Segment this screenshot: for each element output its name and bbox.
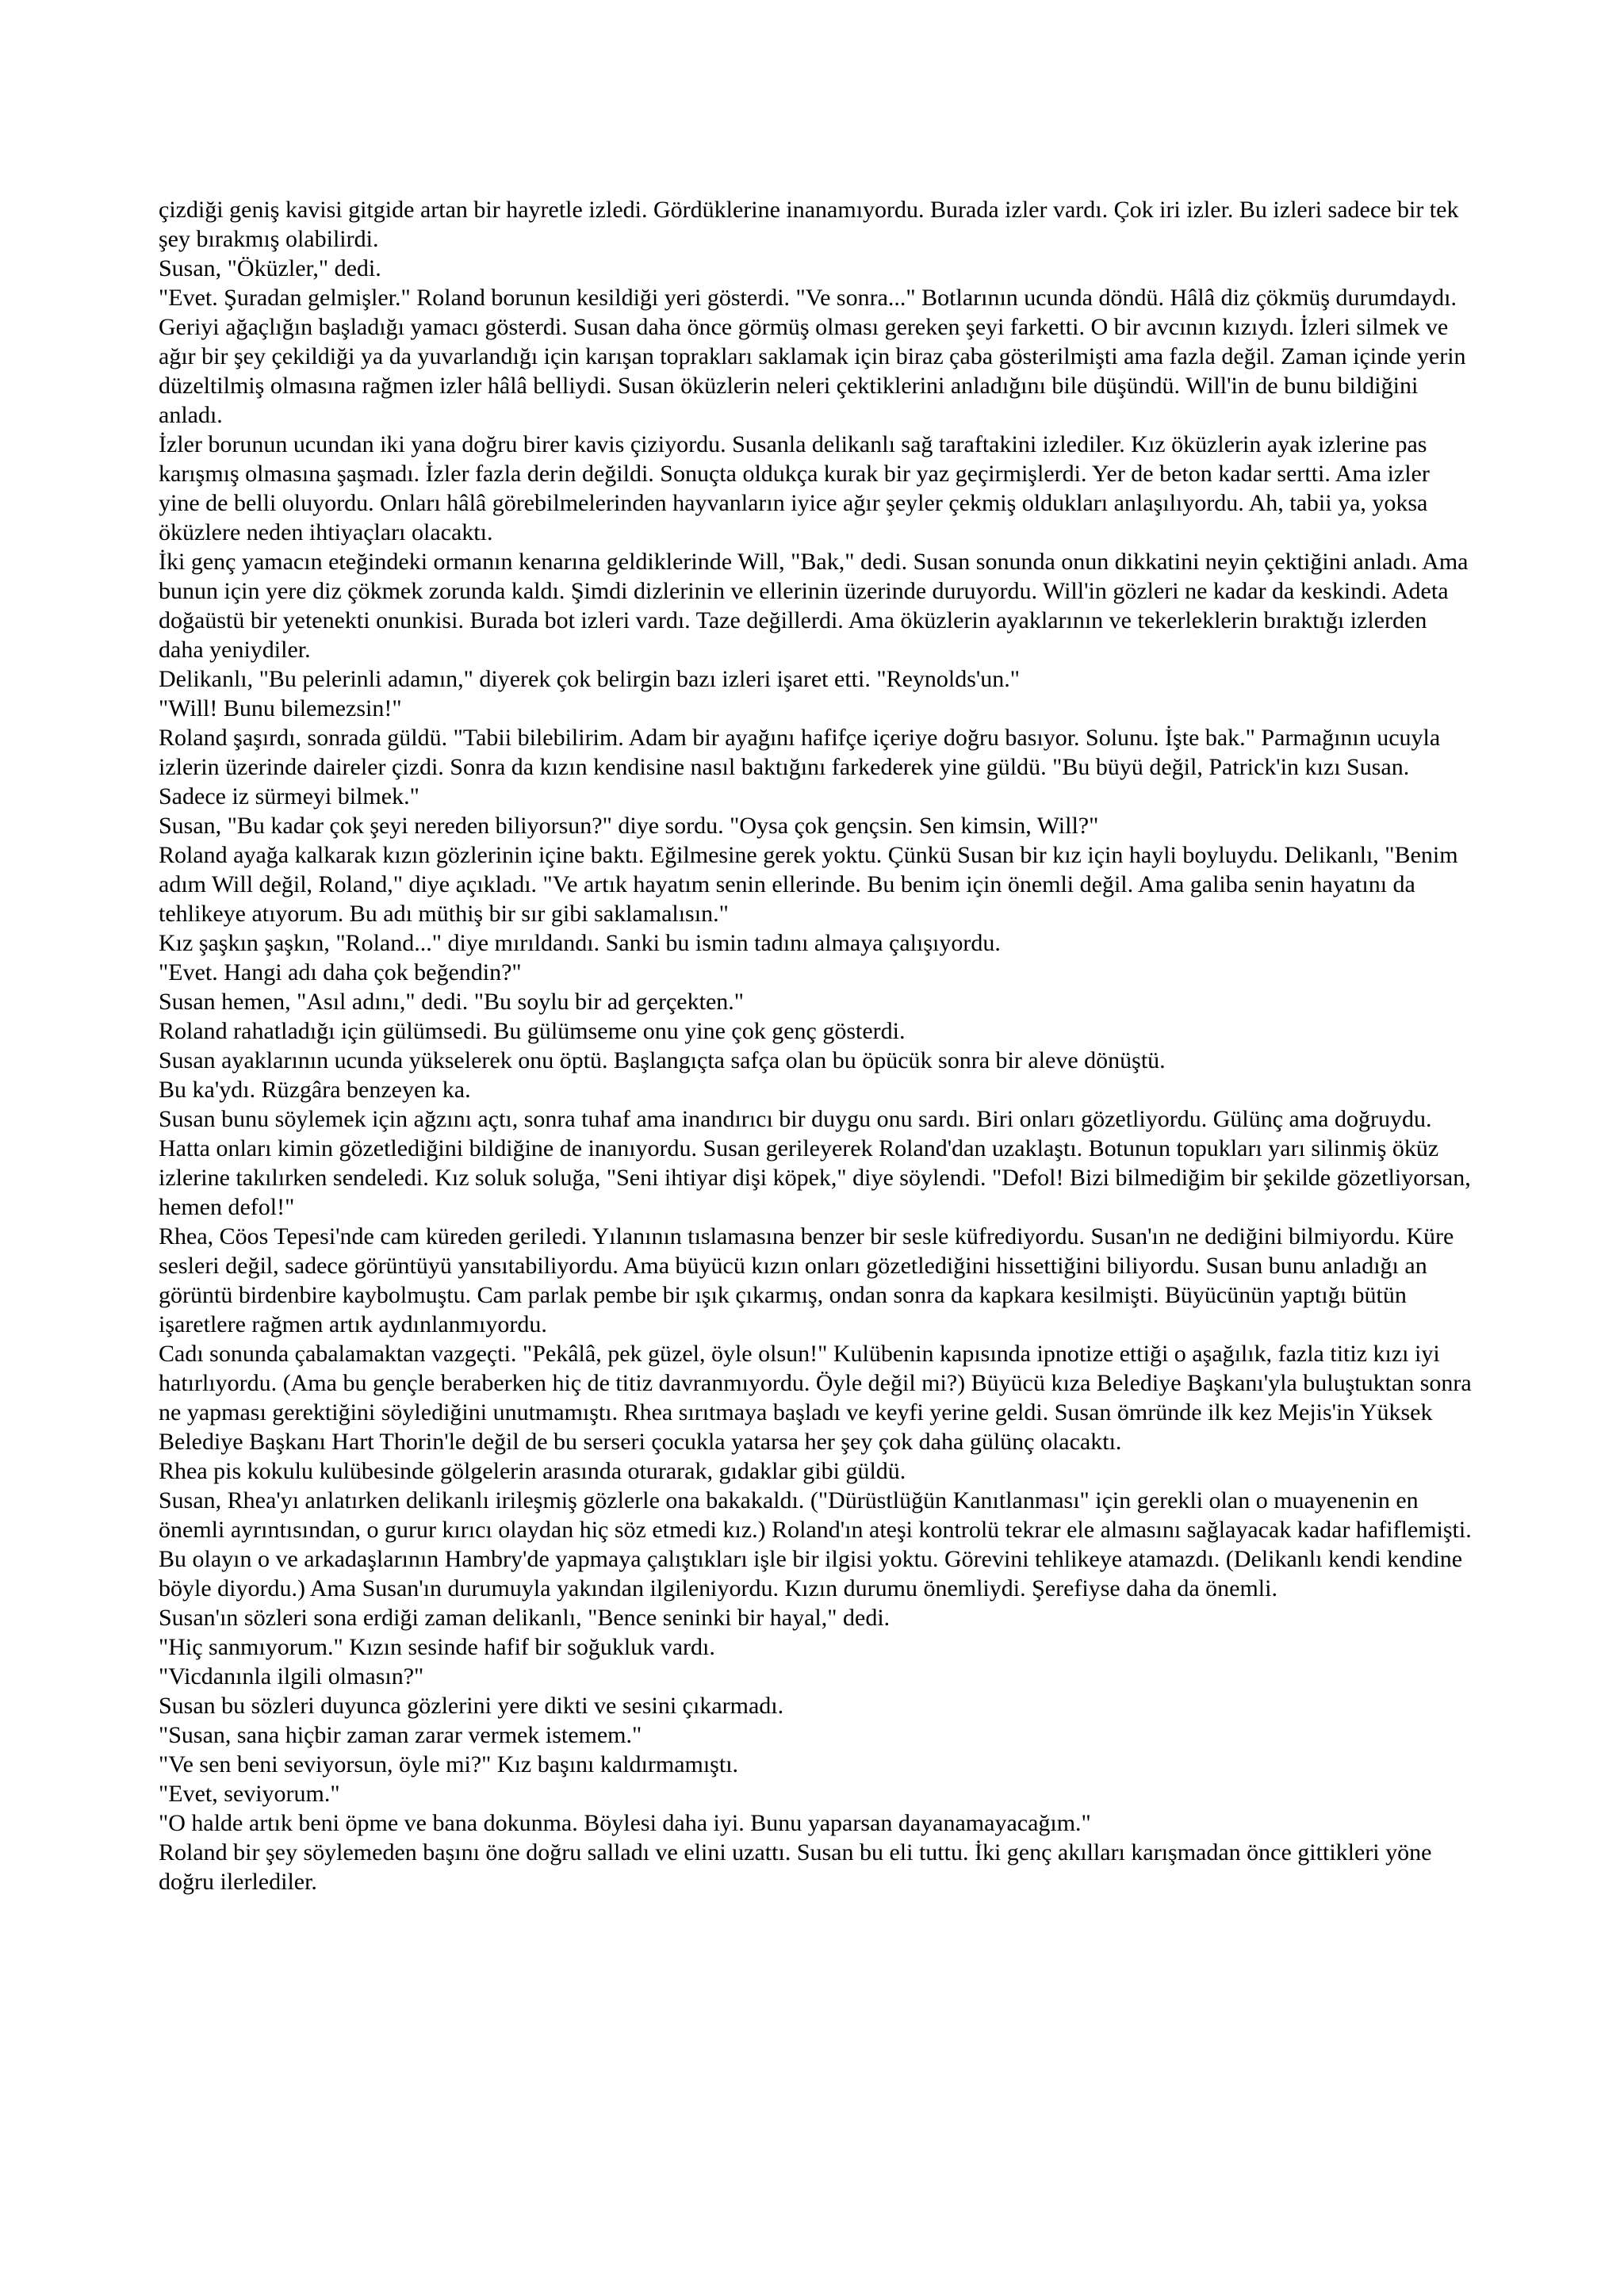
paragraph: "Vicdanınla ilgili olmasın?" — [159, 1663, 424, 1689]
paragraph: Roland ayağa kalkarak kızın gözlerinin içine baktı. Eğilmesine gerek yoktu. Çünkü Susan bir kız için hayli boyluydu. Delikanlı, "Benim adım Will değil, Roland," diye açıkladı. "Ve artık hayatım senin ellerinde. Bu benim için önemli değil. Ama galiba senin hayatını da tehlikeye atıyorum. Bu adı müthiş bir sır gibi saklamalısın." — [159, 842, 1458, 927]
paragraph: Delikanlı, "Bu pelerinli adamın," diyerek çok belirgin bazı izleri işaret etti. "Reynolds'un." — [159, 666, 1021, 692]
paragraph: Susan, "Bu kadar çok şeyi nereden biliyorsun?" diye sordu. "Oysa çok gençsin. Sen kimsin, Will?" — [159, 813, 1099, 839]
paragraph: "Will! Bunu bilemezsin!" — [159, 695, 402, 721]
paragraph: Susan, Rhea'yı anlatırken delikanlı irileşmiş gözlerle ona bakakaldı. ("Dürüstlüğün Kanıtlanması" için gerekli olan o muayenenin en önemli ayrıntısından, o gurur kırıcı olaydan hiç söz etmedi kız.) Roland'ın ateşi kontrolü tekrar ele almasını sağlayacak kadar hafiflemişti. Bu olayın o ve arkadaşlarının Hambry'de yapmaya çalıştıkları işle bir ilgisi yoktu. Görevini tehlikeye atamazdı. (Delikanlı kendi kendine böyle diyordu.) Ama Susan'ın durumuyla yakından ilgileniyordu. Kızın durumu önemliydi. Şerefiyse daha da önemli. — [159, 1487, 1472, 1601]
paragraph: Susan hemen, "Asıl adını," dedi. "Bu soylu bir ad gerçekten." — [159, 989, 745, 1015]
paragraph: İzler borunun ucundan iki yana doğru birer kavis çiziyordu. Susanla delikanlı sağ taraftakini izlediler. Kız öküzlerin ayak izlerine pas karışmış olmasına şaşmadı. İzler fazla derin değildi. Sonuçta oldukça kurak bir yaz geçirmişlerdi. Yer de beton kadar sertti. Ama izler yine de belli oluyordu. Onları hâlâ görebilmelerinden hayvanların iyice ağır şeyler çekmiş oldukları anlaşılıyordu. Ah, tabii ya, yoksa öküzlere neden ihtiyaçları olacaktı. — [159, 431, 1430, 545]
paragraph: Bu ka'ydı. Rüzgâra benzeyen ka. — [159, 1077, 471, 1103]
document-page — [159, 195, 1475, 1896]
paragraph: Roland şaşırdı, sonrada güldü. "Tabii bilebilirim. Adam bir ayağını hafifçe içeriye doğru basıyor. Solunu. İşte bak." Parmağının ucuyla izlerin üzerinde daireler çizdi. Sonra da kızın kendisine nasıl baktığını farkederek yine güldü. "Bu büyü değil, Patrick'in kızı Susan. Sadece iz sürmeyi bilmek." — [159, 725, 1441, 809]
paragraph: Kız şaşkın şaşkın, "Roland..." diye mırıldandı. Sanki bu ismin tadını almaya çalışıyordu. — [159, 930, 1001, 956]
paragraph: "O halde artık beni öpme ve bana dokunma. Böylesi daha iyi. Bunu yaparsan dayanamayacağım." — [159, 1810, 1091, 1836]
paragraph: "Evet. Şuradan gelmişler." Roland borunun kesildiği yeri gösterdi. "Ve sonra..." Botlarının ucunda döndü. Hâlâ diz çökmüş durumdaydı. Geriyi ağaçlığın başladığı yamacı gösterdi. Susan daha önce görmüş olması gereken şeyi farketti. O bir avcının kızıydı. İzleri silmek ve ağır bir şey çekildiği ya da yuvarlandığı için karışan toprakları saklamak için biraz çaba gösterilmişti ama fazla değil. Zaman içinde yerin düzeltilmiş olmasına rağmen izler hâlâ belliydi. Susan öküzlerin neleri çektiklerini anladığını bile düşündü. Will'in de bunu bildiğini anladı. — [159, 285, 1466, 428]
paragraph: "Ve sen beni seviyorsun, öyle mi?" Kız başını kaldırmamıştı. — [159, 1751, 739, 1777]
paragraph: "Evet. Hangi adı daha çok beğendin?" — [159, 959, 522, 985]
paragraph: Roland rahatladığı için gülümsedi. Bu gülümseme onu yine çok genç gösterdi. — [159, 1018, 906, 1044]
paragraph: "Hiç sanmıyorum." Kızın sesinde hafif bir soğukluk vardı. — [159, 1634, 715, 1660]
paragraph: "Evet, seviyorum." — [159, 1781, 340, 1807]
paragraph: Susan ayaklarının ucunda yükselerek onu öptü. Başlangıçta safça olan bu öpücük sonra bir aleve dönüştü. — [159, 1047, 1166, 1073]
paragraph: Susan, "Öküzler," dedi. — [159, 255, 381, 281]
paragraph: Rhea pis kokulu kulübesinde gölgelerin arasında oturarak, gıdaklar gibi güldü. — [159, 1458, 906, 1484]
paragraph: Susan bunu söylemek için ağzını açtı, sonra tuhaf ama inandırıcı bir duygu onu sardı. Biri onları gözetliyordu. Gülünç ama doğruydu. Hatta onları kimin gözetlediğini bildiğine de inanıyordu. Susan gerileyerek Roland'dan uzaklaştı. Botunun topukları yarı silinmiş öküz izlerine takılırken sendeledi. Kız soluk soluğa, "Seni ihtiyar dişi köpek," diye söylendi. "Defol! Bizi bilmediğim bir şekilde gözetliyorsan, hemen defol!" — [159, 1106, 1471, 1220]
paragraph: İki genç yamacın eteğindeki ormanın kenarına geldiklerinde Will, "Bak," dedi. Susan sonunda onun dikkatini neyin çektiğini anladı. Ama bunun için yere diz çökmek zorunda kaldı. Şimdi dizlerinin ve ellerinin üzerinde duruyordu. Will'in gözleri ne kadar da keskindi. Adeta doğaüstü bir yetenekti onunkisi. Burada bot izleri vardı. Taze değillerdi. Ama öküzlerin ayaklarının ve tekerleklerin bıraktığı izlerden daha yeniydiler. — [159, 549, 1469, 663]
paragraph: çizdiği geniş kavisi gitgide artan bir hayretle izledi. Gördüklerine inanamıyordu. Burada izler vardı. Çok iri izler. Bu izleri sadece bir tek şey bırakmış olabilirdi. — [159, 197, 1459, 252]
paragraph: Susan bu sözleri duyunca gözlerini yere dikti ve sesini çıkarmadı. — [159, 1693, 784, 1719]
paragraph: "Susan, sana hiçbir zaman zarar vermek istemem." — [159, 1722, 642, 1748]
paragraph: Rhea, Cöos Tepesi'nde cam küreden geriledi. Yılanının tıslamasına benzer bir sesle küfrediyordu. Susan'ın ne dediğini bilmiyordu. Küre sesleri değil, sadece görüntüyü yansıtabiliyordu. Ama büyücü kızın onları gözetlediğini hissettiğini biliyordu. Susan bunu anladığı an görüntü birdenbire kaybolmuştu. Cam parlak pembe bir ışık çıkarmış, ondan sonra da kapkara kesilmişti. Büyücünün yaptığı bütün işaretlere rağmen artık aydınlanmıyordu. — [159, 1223, 1454, 1337]
paragraph: Roland bir şey söylemeden başını öne doğru salladı ve elini uzattı. Susan bu eli tuttu. İki genç akılları karışmadan önce gittikleri yöne doğru ilerlediler. — [159, 1839, 1432, 1895]
paragraph: Cadı sonunda çabalamaktan vazgeçti. "Pekâlâ, pek güzel, öyle olsun!" Kulübenin kapısında ipnotize ettiği o aşağılık, fazla titiz kızı iyi hatırlıyordu. (Ama bu gençle beraberken hiç de titiz davranmıyordu. Öyle değil mi?) Büyücü kıza Belediye Başkanı'yla buluştuktan sonra ne yapması gerektiğini söylediğini unutmamıştı. Rhea sırıtmaya başladı ve keyfi yerine geldi. Susan ömründe ilk kez Mejis'in Yüksek Belediye Başkanı Hart Thorin'le değil de bu serseri çocukla yatarsa her şey çok daha gülünç olacaktı. — [159, 1341, 1472, 1455]
paragraph: Susan'ın sözleri sona erdiği zaman delikanlı, "Bence seninki bir hayal," dedi. — [159, 1605, 891, 1631]
